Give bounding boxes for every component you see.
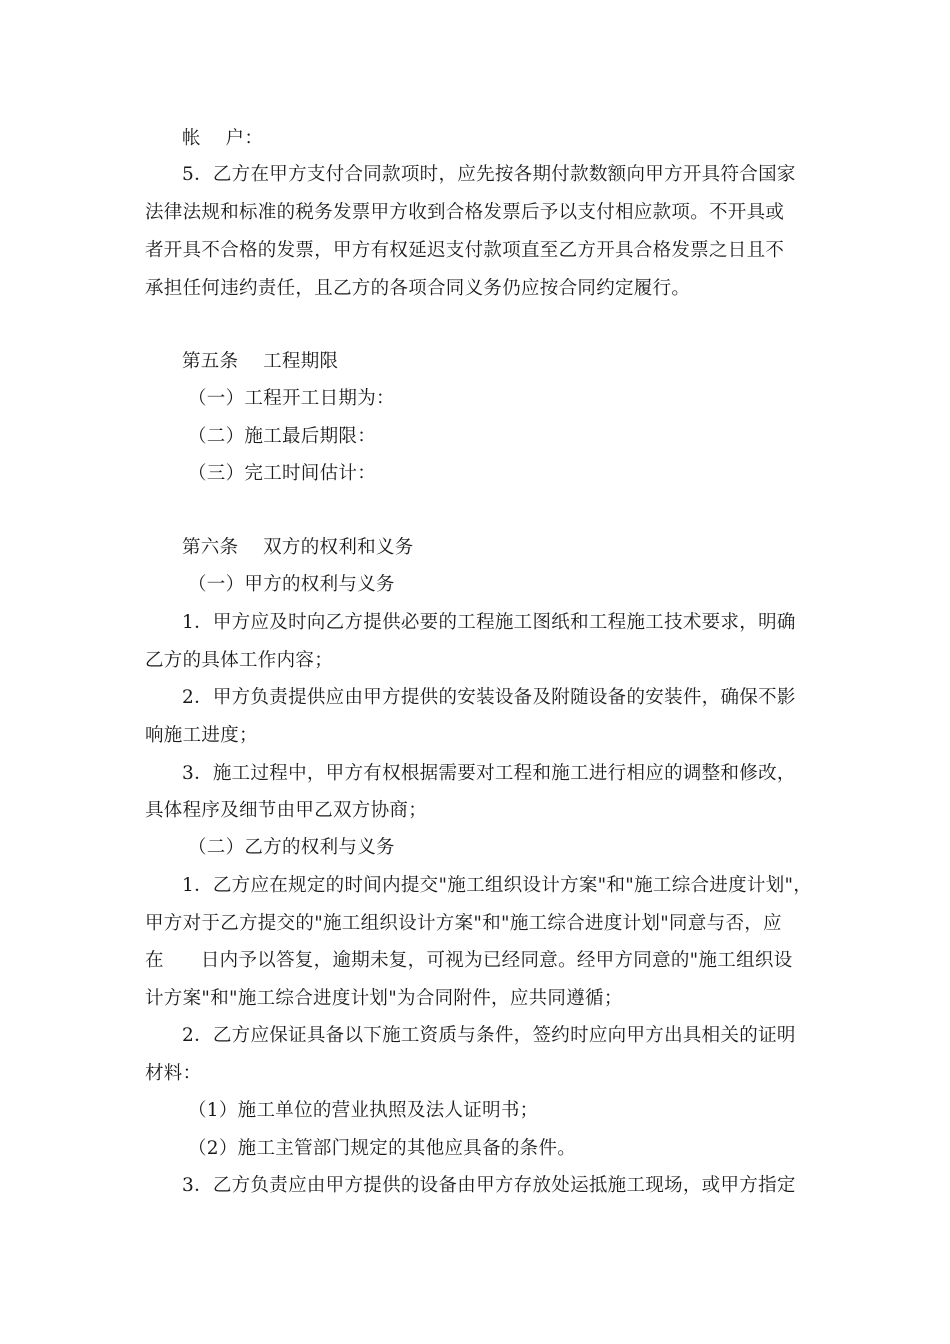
paragraph-line: 1．乙方应在规定的时间内提交"施工组织设计方案"和"施工综合进度计划"， (182, 875, 813, 896)
paragraph-line: 1．甲方应及时向乙方提供必要的工程施工图纸和工程施工技术要求，明确 (182, 612, 796, 633)
paragraph-line: 法律法规和标准的税务发票甲方收到合格发票后予以支付相应款项。不开具或 (145, 202, 785, 223)
list-item: （1）施工单位的营业执照及法人证明书； (188, 1100, 539, 1121)
paragraph-line: 甲方对于乙方提交的"施工组织设计方案"和"施工综合进度计划"同意与否，应 (145, 913, 782, 934)
paragraph-line: 材料： (145, 1063, 202, 1084)
paragraph-line: 3．乙方负责应由甲方提供的设备由甲方存放处运抵施工现场，或甲方指定 (182, 1175, 796, 1196)
paragraph-line: 计方案"和"施工综合进度计划"为合同附件，应共同遵循； (145, 988, 623, 1009)
section-heading: 第五条 工程期限 (182, 351, 339, 372)
subsection-item: （二）施工最后期限： (188, 426, 377, 447)
subsection-heading: （二）乙方的权利与义务 (188, 837, 395, 858)
paragraph-line: 响施工进度； (145, 725, 258, 746)
paragraph-line: 3．施工过程中，甲方有权根据需要对工程和施工进行相应的调整和修改， (182, 763, 796, 784)
subsection-heading: （一）甲方的权利与义务 (188, 574, 395, 595)
paragraph-line: 5．乙方在甲方支付合同款项时，应先按各期付款数额向甲方开具符合国家 (182, 164, 796, 185)
paragraph-line: 者开具不合格的发票，甲方有权延迟支付款项直至乙方开具合格发票之日且不 (145, 240, 785, 261)
subsection-item: （一）工程开工日期为： (188, 388, 395, 409)
account-line: 帐 户： (182, 128, 264, 149)
list-item: （2）施工主管部门规定的其他应具备的条件。 (188, 1138, 577, 1159)
section-heading: 第六条 双方的权利和义务 (182, 537, 414, 558)
paragraph-line: 2．甲方负责提供应由甲方提供的安装设备及附随设备的安装件，确保不影 (182, 687, 796, 708)
paragraph-line: 承担任何违约责任，且乙方的各项合同义务仍应按合同约定履行。 (145, 278, 691, 299)
subsection-item: （三）完工时间估计： (188, 463, 377, 484)
paragraph-line: 乙方的具体工作内容； (145, 650, 334, 671)
paragraph-line: 2．乙方应保证具备以下施工资质与条件，签约时应向甲方出具相关的证明 (182, 1025, 796, 1046)
paragraph-line: 具体程序及细节由甲乙双方协商； (145, 800, 428, 821)
paragraph-line: 在 日内予以答复，逾期未复，可视为已经同意。经甲方同意的"施工组织设 (145, 950, 793, 971)
